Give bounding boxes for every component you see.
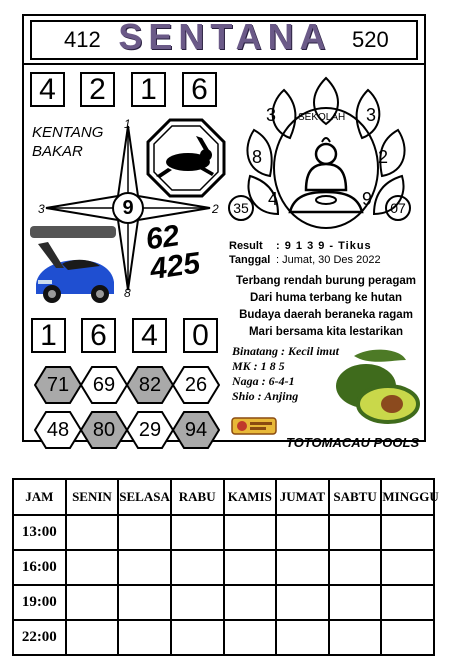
date-value: : Jumat, 30 Des 2022	[276, 254, 381, 266]
lotus-number: 2	[378, 147, 389, 167]
hex-number: 82	[126, 366, 174, 404]
hex-number: 26	[172, 366, 220, 404]
table-cell	[171, 515, 224, 550]
column-header: RABU	[171, 479, 224, 515]
table-cell	[329, 550, 382, 585]
table-cell	[118, 550, 171, 585]
poem-line: Terbang rendah burung peragam	[236, 275, 416, 287]
table-cell	[171, 585, 224, 620]
table-cell	[224, 585, 277, 620]
shio-text: Shio : Anjing	[232, 389, 299, 403]
poem-line: Dari huma terbang ke hutan	[249, 292, 403, 304]
time-cell: 19:00	[13, 585, 66, 620]
column-header: SENIN	[66, 479, 119, 515]
column-header: JAM	[13, 479, 66, 515]
time-cell: 16:00	[13, 550, 66, 585]
table-cell	[381, 550, 434, 585]
table-header-row	[13, 479, 434, 515]
column-header: SELASA	[118, 479, 171, 515]
table-cell	[171, 550, 224, 585]
poem-line: Mari bersama kita lestarikan	[248, 326, 404, 338]
time-cell: 22:00	[13, 620, 66, 655]
hex-number: 80	[80, 411, 128, 449]
top-digit-box: 4	[30, 72, 65, 107]
poem-line: Budaya daerah beraneka ragam	[239, 309, 413, 321]
header-left-number: 412	[64, 27, 101, 52]
lotus-number: 8	[252, 147, 263, 167]
table-cell	[118, 585, 171, 620]
left-circle-number: 35	[228, 195, 254, 221]
totomacau-logo-icon	[230, 412, 278, 438]
hex-number: 71	[34, 366, 82, 404]
compass-top-number: 1	[124, 117, 131, 131]
table-cell	[66, 585, 119, 620]
result-value: : 9 1 3 9 - Tikus	[276, 240, 372, 252]
right-circle-number: 07	[385, 195, 411, 221]
divider	[24, 63, 424, 65]
table-cell	[118, 515, 171, 550]
bottom-digit-box: 0	[183, 318, 218, 353]
bottom-digit-box: 4	[132, 318, 167, 353]
poem	[226, 273, 426, 341]
stylized-numbers: 62 425	[143, 219, 203, 287]
bottom-digit-box: 1	[31, 318, 66, 353]
mk-text: MK : 1 8 5	[232, 359, 285, 373]
rabbit-icon	[146, 118, 226, 198]
header-right-number: 520	[352, 27, 389, 52]
time-cell: 13:00	[13, 515, 66, 550]
table-cell	[276, 585, 329, 620]
hex-number: 94	[172, 411, 220, 449]
lotus-number: 9	[362, 189, 373, 209]
sports-car-icon	[28, 224, 118, 306]
table-row	[13, 515, 434, 550]
info-block	[232, 344, 339, 404]
table-cell	[276, 550, 329, 585]
top-digit-box: 2	[80, 72, 115, 107]
table-cell	[381, 585, 434, 620]
date-label: Tanggal	[229, 254, 271, 266]
binatang-text: Binatang : Kecil imut	[232, 344, 340, 358]
compass-left-number: 3	[38, 202, 45, 216]
result-label: Result	[229, 240, 263, 252]
brand-name: TOTOMACAU POOLS	[286, 435, 420, 450]
avocado-icon	[330, 346, 420, 426]
table-cell	[381, 515, 434, 550]
bottom-digit-box: 6	[81, 318, 116, 353]
lotus-number: 3	[266, 105, 277, 125]
table-cell	[224, 550, 277, 585]
table-cell	[66, 550, 119, 585]
table-cell	[66, 515, 119, 550]
table-cell	[329, 585, 382, 620]
table-row	[13, 585, 434, 620]
sekolah-label: SEKOLAH	[298, 112, 346, 123]
hex-number: 48	[34, 411, 82, 449]
hex-number: 29	[126, 411, 174, 449]
naga-text: Naga : 6-4-1	[232, 374, 295, 388]
compass-right-number: 2	[212, 202, 219, 216]
table-cell	[329, 515, 382, 550]
top-digit-box: 6	[182, 72, 217, 107]
compass-center-number: 9	[122, 197, 134, 219]
table-row	[13, 550, 434, 585]
hex-number: 69	[80, 366, 128, 404]
schedule-table	[12, 478, 439, 656]
top-digit-box: 1	[131, 72, 166, 107]
lotus-number: 4	[268, 189, 279, 209]
column-header: SABTU	[329, 479, 382, 515]
table-cell	[224, 515, 277, 550]
column-header: KAMIS	[224, 479, 277, 515]
column-header: JUMAT	[276, 479, 329, 515]
lotus-number: 3	[366, 105, 377, 125]
table-cell	[276, 515, 329, 550]
kentang-bakar-label: KENTANG BAKAR	[32, 124, 104, 160]
column-header: MINGGU	[381, 479, 434, 515]
compass-bottom-number: 8	[124, 286, 131, 300]
page-title: SENTANA	[118, 16, 332, 57]
